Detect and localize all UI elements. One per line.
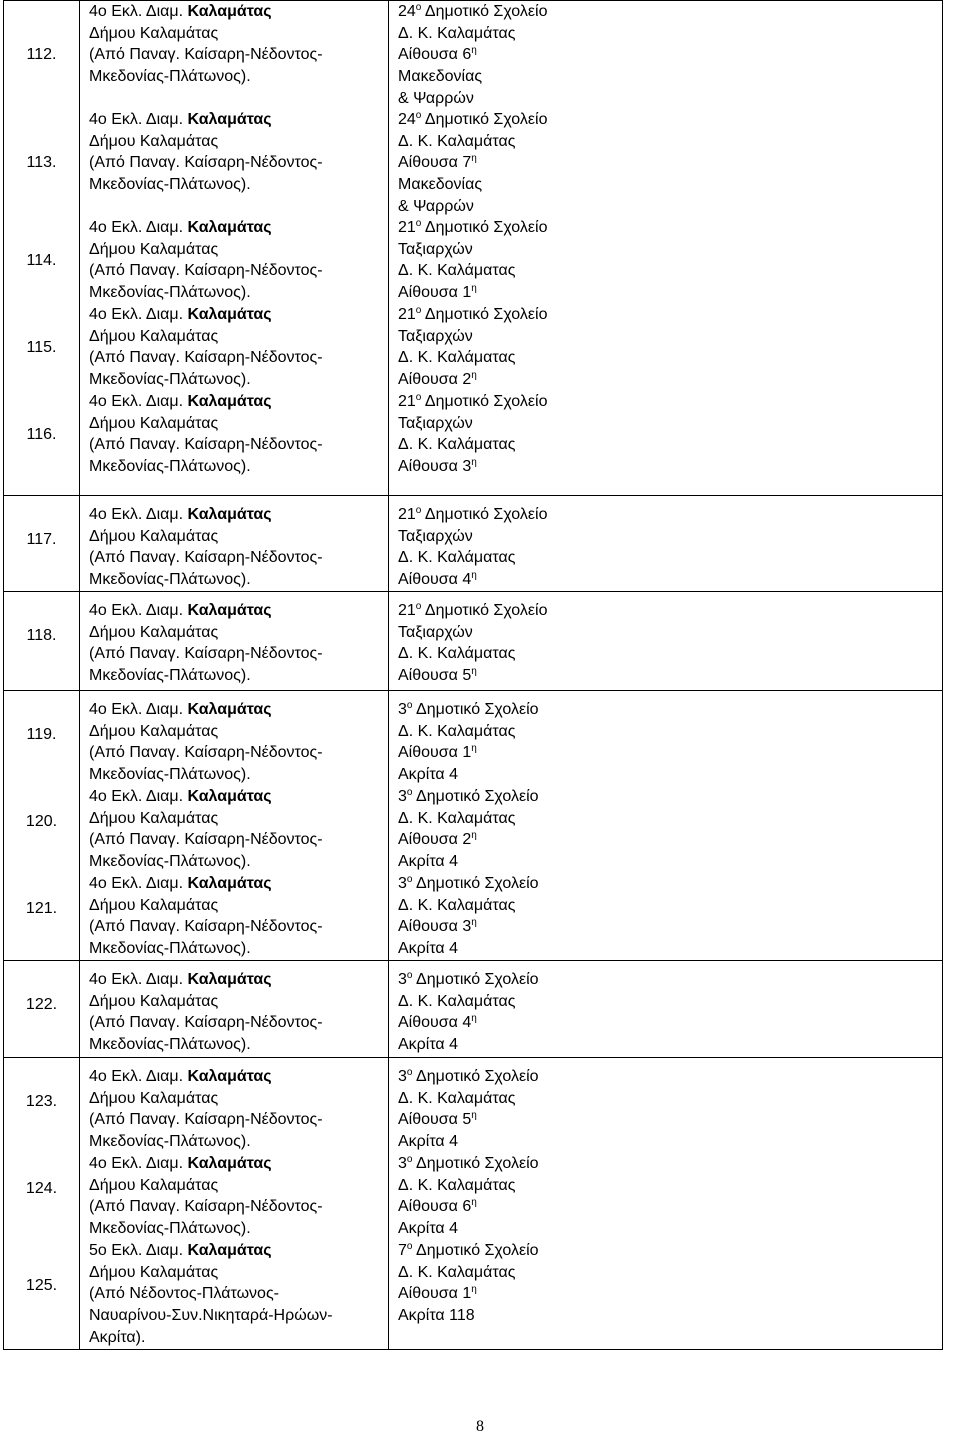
row-numbers-cell xyxy=(4,1058,80,1350)
classroom xyxy=(398,456,942,478)
district-prefix: 4ο Εκλ. Διαμ. xyxy=(89,506,188,523)
row-number: 115. xyxy=(26,338,57,356)
row-number: 117. xyxy=(26,530,57,548)
district-prefix: 4ο Εκλ. Διαμ. xyxy=(89,971,188,988)
school-label: Δημοτικό Σχολείο xyxy=(421,3,548,20)
district-line xyxy=(89,969,388,991)
district-city: Καλαμάτας xyxy=(187,971,272,988)
classroom-ordinal: η xyxy=(471,1284,477,1296)
location-cell xyxy=(389,496,943,592)
location-line: Δ. Κ. Καλαμάτας xyxy=(398,809,516,827)
district-line: Δήμου Καλαμάτας xyxy=(89,414,219,432)
location-entry xyxy=(398,504,942,591)
school-ordinal: ο xyxy=(415,601,422,612)
district-city: Καλαμάτας xyxy=(187,111,272,128)
school-number: 3 xyxy=(398,1155,407,1172)
classroom-label: Αίθουσα 6 xyxy=(398,46,472,64)
location-line: Δ. Κ. Καλαμάτας xyxy=(398,992,516,1010)
district-cell xyxy=(80,592,389,691)
classroom-ordinal: η xyxy=(471,45,477,57)
classroom xyxy=(398,1283,942,1305)
district-prefix: 4ο Εκλ. Διαμ. xyxy=(89,219,188,236)
location-entry xyxy=(398,873,942,960)
district-entry xyxy=(89,600,388,687)
district-line: (Από Παναγ. Καίσαρη-Νέδοντος- xyxy=(89,349,323,367)
district-line: Δήμου Καλαμάτας xyxy=(89,240,219,258)
district-prefix: 4ο Εκλ. Διαμ. xyxy=(89,602,188,619)
school-number: 3 xyxy=(398,1068,407,1085)
school-number: 3 xyxy=(398,701,407,718)
row-number: 125. xyxy=(25,1277,58,1295)
district-line: Μκεδονίας-Πλάτωνος). xyxy=(89,1036,251,1054)
district-line: (Από Παναγ. Καίσαρη-Νέδοντος- xyxy=(89,1111,323,1129)
location-cell xyxy=(389,1058,943,1350)
school-label: Δημοτικό Σχολείο xyxy=(421,393,548,410)
district-city: Καλαμάτας xyxy=(187,602,272,619)
row-number: 121. xyxy=(25,899,58,917)
row-number: 114. xyxy=(26,251,57,269)
classroom-ordinal: η xyxy=(471,153,477,165)
location-entry xyxy=(398,1066,942,1153)
school-name xyxy=(398,1,942,23)
district-line xyxy=(89,600,388,622)
district-line: Δήμου Καλαμάτας xyxy=(89,809,219,827)
location-entry xyxy=(398,304,942,391)
district-line: Ακρίτα). xyxy=(89,1328,146,1346)
district-entry xyxy=(89,217,388,304)
location-line: Δ. Κ. Καλαμάτας xyxy=(398,1089,516,1107)
district-prefix: 5ο Εκλ. Διαμ. xyxy=(89,1242,188,1259)
classroom-ordinal: η xyxy=(471,1013,477,1025)
district-line xyxy=(89,504,388,526)
classroom xyxy=(398,369,942,391)
district-entry xyxy=(89,1153,388,1240)
district-line: Δήμου Καλαμάτας xyxy=(89,992,219,1010)
location-line: Δ. Κ. Καλαμάτας xyxy=(398,24,516,42)
table-row xyxy=(4,496,943,592)
district-line: Δήμου Καλαμάτας xyxy=(89,327,219,345)
district-line: Δήμου Καλαμάτας xyxy=(89,1089,219,1107)
address-line: & Ψαρρών xyxy=(398,89,474,107)
district-line: (Από Παναγ. Καίσαρη-Νέδοντος- xyxy=(89,918,323,936)
district-entry xyxy=(89,1240,388,1348)
location-entry xyxy=(398,699,942,786)
district-entry xyxy=(89,1066,388,1153)
classroom xyxy=(398,1012,942,1034)
location-line: Δ. Κ. Καλάματας xyxy=(398,262,516,280)
district-city: Καλαμάτας xyxy=(187,788,272,805)
school-number: 3 xyxy=(398,875,407,892)
classroom-label: Αίθουσα 4 xyxy=(398,1014,472,1032)
school-name xyxy=(398,109,942,131)
row-number: 119. xyxy=(26,725,57,743)
school-ordinal: ο xyxy=(415,2,422,13)
district-line xyxy=(89,699,388,721)
address-line: Μακεδονίας xyxy=(398,176,483,194)
district-entry xyxy=(89,304,388,391)
school-label: Δημοτικό Σχολείο xyxy=(421,506,548,523)
school-label: Δημοτικό Σχολείο xyxy=(412,1068,539,1085)
classroom-label: Αίθουσα 1 xyxy=(398,1285,472,1303)
district-line: (Από Παναγ. Καίσαρη-Νέδοντος- xyxy=(89,744,323,762)
district-line: Δήμου Καλαμάτας xyxy=(89,132,219,150)
district-line xyxy=(89,1153,388,1175)
classroom-label: Αίθουσα 1 xyxy=(398,284,472,302)
district-entry xyxy=(89,504,388,591)
location-entry xyxy=(398,786,942,873)
district-line: Μκεδονίας-Πλάτωνος). xyxy=(89,940,251,958)
location-entry xyxy=(398,1,942,109)
table-row xyxy=(4,592,943,691)
district-cell xyxy=(80,691,389,961)
district-line: (Από Παναγ. Καίσαρη-Νέδοντος- xyxy=(89,1198,323,1216)
school-name xyxy=(398,304,942,326)
address-line: & Ψαρρών xyxy=(398,197,474,215)
district-line: Μκεδονίας-Πλάτωνος). xyxy=(89,458,251,476)
location-line: Ταξιαρχών xyxy=(398,327,473,345)
location-line: Δ. Κ. Καλαμάτας xyxy=(398,722,516,740)
district-city: Καλαμάτας xyxy=(187,3,272,20)
school-label: Δημοτικό Σχολείο xyxy=(412,1155,539,1172)
location-line: Δ. Κ. Καλάματας xyxy=(398,349,516,367)
district-prefix: 4ο Εκλ. Διαμ. xyxy=(89,393,188,410)
classroom-label: Αίθουσα 2 xyxy=(398,831,472,849)
row-number: 122. xyxy=(25,995,58,1013)
district-prefix: 4ο Εκλ. Διαμ. xyxy=(89,875,188,892)
table-row xyxy=(4,691,943,961)
address-line: Ακρίτα 4 xyxy=(398,766,459,784)
school-number: 21 xyxy=(398,219,416,236)
school-number: 21 xyxy=(398,393,416,410)
location-cell xyxy=(389,691,943,961)
school-name xyxy=(398,217,942,239)
district-city: Καλαμάτας xyxy=(187,1068,272,1085)
location-line: Ταξιαρχών xyxy=(398,623,473,641)
address-line: Μακεδονίας xyxy=(398,68,483,86)
classroom-label: Αίθουσα 2 xyxy=(398,371,472,389)
classroom-ordinal: η xyxy=(471,917,477,929)
classroom xyxy=(398,829,942,851)
classroom-ordinal: η xyxy=(471,1110,477,1122)
district-line: Μκεδονίας-Πλάτωνος). xyxy=(89,667,251,685)
school-ordinal: ο xyxy=(415,305,422,316)
district-line: (Από Παναγ. Καίσαρη-Νέδοντος- xyxy=(89,46,323,64)
location-line: Δ. Κ. Καλαμάτας xyxy=(398,1263,516,1281)
district-line: (Από Παναγ. Καίσαρη-Νέδοντος- xyxy=(89,1014,323,1032)
classroom-ordinal: η xyxy=(471,570,477,582)
school-ordinal: ο xyxy=(415,392,422,403)
district-line: (Από Νέδοντος-Πλάτωνος- xyxy=(89,1285,279,1303)
classroom-ordinal: η xyxy=(471,457,477,469)
district-line xyxy=(89,109,388,131)
classroom-ordinal: η xyxy=(471,743,477,755)
district-entry xyxy=(89,1,388,109)
district-line xyxy=(89,1,388,23)
school-label: Δημοτικό Σχολείο xyxy=(421,602,548,619)
district-line xyxy=(89,873,388,895)
location-entry xyxy=(398,217,942,304)
district-cell xyxy=(80,961,389,1058)
school-ordinal: ο xyxy=(415,110,422,121)
school-name xyxy=(398,873,942,895)
classroom xyxy=(398,44,942,66)
location-line: Δ. Κ. Καλαμάτας xyxy=(398,1176,516,1194)
school-ordinal: ο xyxy=(406,1067,413,1078)
district-prefix: 4ο Εκλ. Διαμ. xyxy=(89,1155,188,1172)
location-entry xyxy=(398,969,942,1056)
school-number: 7 xyxy=(398,1242,407,1259)
district-line: Δήμου Καλαμάτας xyxy=(89,24,219,42)
classroom-label: Αίθουσα 3 xyxy=(398,918,472,936)
classroom-ordinal: η xyxy=(471,283,477,295)
district-line: Δήμου Καλαμάτας xyxy=(89,1263,219,1281)
page-number: 8 xyxy=(476,1418,484,1435)
address-line: Ακρίτα 4 xyxy=(398,940,459,958)
location-line: Ταξιαρχών xyxy=(398,240,473,258)
district-line: Δήμου Καλαμάτας xyxy=(89,1176,219,1194)
school-name xyxy=(398,786,942,808)
district-line xyxy=(89,1066,388,1088)
district-cell xyxy=(80,1058,389,1350)
district-prefix: 4ο Εκλ. Διαμ. xyxy=(89,111,188,128)
classroom xyxy=(398,152,942,174)
classroom-label: Αίθουσα 4 xyxy=(398,571,472,589)
school-number: 21 xyxy=(398,306,416,323)
school-label: Δημοτικό Σχολείο xyxy=(412,701,539,718)
district-entry xyxy=(89,969,388,1056)
row-number: 120. xyxy=(25,812,58,830)
location-cell xyxy=(389,961,943,1058)
row-numbers-cell xyxy=(4,496,80,592)
classroom-label: Αίθουσα 5 xyxy=(398,667,472,685)
school-ordinal: ο xyxy=(415,505,422,516)
school-name xyxy=(398,1153,942,1175)
district-line: (Από Παναγ. Καίσαρη-Νέδοντος- xyxy=(89,436,323,454)
district-line: Μκεδονίας-Πλάτωνος). xyxy=(89,68,251,86)
school-name xyxy=(398,1066,942,1088)
school-ordinal: ο xyxy=(406,874,413,885)
school-ordinal: ο xyxy=(406,700,413,711)
school-ordinal: ο xyxy=(406,1241,413,1252)
district-prefix: 4ο Εκλ. Διαμ. xyxy=(89,306,188,323)
classroom xyxy=(398,1196,942,1218)
classroom xyxy=(398,916,942,938)
district-line: Μκεδονίας-Πλάτωνος). xyxy=(89,766,251,784)
district-line xyxy=(89,217,388,239)
classroom-label: Αίθουσα 6 xyxy=(398,1198,472,1216)
district-line: Μκεδονίας-Πλάτωνος). xyxy=(89,853,251,871)
location-entry xyxy=(398,109,942,217)
district-line: Δήμου Καλαμάτας xyxy=(89,527,219,545)
district-prefix: 4ο Εκλ. Διαμ. xyxy=(89,3,188,20)
location-line: Δ. Κ. Καλαμάτας xyxy=(398,132,516,150)
district-line: Μκεδονίας-Πλάτωνος). xyxy=(89,1133,251,1151)
district-city: Καλαμάτας xyxy=(187,306,272,323)
district-line: Δήμου Καλαμάτας xyxy=(89,722,219,740)
school-ordinal: ο xyxy=(406,970,413,981)
location-cell xyxy=(389,1,943,496)
district-entry xyxy=(89,109,388,217)
table-row xyxy=(4,1058,943,1350)
district-line: (Από Παναγ. Καίσαρη-Νέδοντος- xyxy=(89,549,323,567)
district-entry xyxy=(89,699,388,786)
row-numbers-cell xyxy=(4,691,80,961)
district-line: Μκεδονίας-Πλάτωνος). xyxy=(89,284,251,302)
district-entry xyxy=(89,391,388,478)
location-line: Ταξιαρχών xyxy=(398,527,473,545)
school-label: Δημοτικό Σχολείο xyxy=(412,1242,539,1259)
location-entry xyxy=(398,1240,942,1348)
row-numbers-cell xyxy=(4,592,80,691)
district-city: Καλαμάτας xyxy=(187,506,272,523)
row-number: 112. xyxy=(26,46,57,64)
district-city: Καλαμάτας xyxy=(187,701,272,718)
school-label: Δημοτικό Σχολείο xyxy=(412,875,539,892)
address-line: Ακρίτα 4 xyxy=(398,1036,459,1054)
location-line: Δ. Κ. Καλάματας xyxy=(398,645,516,663)
row-number: 118. xyxy=(26,626,57,644)
district-city: Καλαμάτας xyxy=(187,219,272,236)
classroom xyxy=(398,665,942,687)
row-number: 123. xyxy=(25,1092,58,1110)
row-number: 124. xyxy=(25,1179,58,1197)
school-ordinal: ο xyxy=(415,218,422,229)
location-entry xyxy=(398,1153,942,1240)
district-city: Καλαμάτας xyxy=(187,1155,272,1172)
district-city: Καλαμάτας xyxy=(187,393,272,410)
school-number: 21 xyxy=(398,602,416,619)
district-cell xyxy=(80,496,389,592)
district-line: Δήμου Καλαμάτας xyxy=(89,623,219,641)
district-line xyxy=(89,391,388,413)
school-number: 3 xyxy=(398,788,407,805)
location-entry xyxy=(398,600,942,687)
school-number: 24 xyxy=(398,3,416,20)
polling-stations-table xyxy=(3,0,943,1350)
row-numbers-cell xyxy=(4,1,80,496)
school-number: 3 xyxy=(398,971,407,988)
table-row xyxy=(4,1,943,496)
district-line: (Από Παναγ. Καίσαρη-Νέδοντος- xyxy=(89,154,323,172)
school-ordinal: ο xyxy=(406,1154,413,1165)
district-city: Καλαμάτας xyxy=(187,875,272,892)
school-number: 24 xyxy=(398,111,416,128)
classroom xyxy=(398,569,942,591)
classroom xyxy=(398,282,942,304)
district-line xyxy=(89,304,388,326)
school-name xyxy=(398,699,942,721)
district-entry xyxy=(89,786,388,873)
row-number: 116. xyxy=(26,425,57,443)
location-cell xyxy=(389,592,943,691)
location-entry xyxy=(398,391,942,478)
school-label: Δημοτικό Σχολείο xyxy=(412,788,539,805)
classroom-ordinal: η xyxy=(471,370,477,382)
classroom-label: Αίθουσα 7 xyxy=(398,154,472,172)
district-prefix: 4ο Εκλ. Διαμ. xyxy=(89,701,188,718)
district-line: Μκεδονίας-Πλάτωνος). xyxy=(89,176,251,194)
district-prefix: 4ο Εκλ. Διαμ. xyxy=(89,788,188,805)
district-line: Δήμου Καλαμάτας xyxy=(89,896,219,914)
school-number: 21 xyxy=(398,506,416,523)
table-row xyxy=(4,961,943,1058)
school-label: Δημοτικό Σχολείο xyxy=(421,111,548,128)
district-line xyxy=(89,786,388,808)
school-name xyxy=(398,1240,942,1262)
district-prefix: 4ο Εκλ. Διαμ. xyxy=(89,1068,188,1085)
district-line: Ναυαρίνου-Συν.Νικηταρά-Ηρώων- xyxy=(89,1307,333,1325)
district-line: (Από Παναγ. Καίσαρη-Νέδοντος- xyxy=(89,645,323,663)
location-line: Δ. Κ. Καλαμάτας xyxy=(398,896,516,914)
district-entry xyxy=(89,873,388,960)
district-line xyxy=(89,1240,388,1262)
district-line: (Από Παναγ. Καίσαρη-Νέδοντος- xyxy=(89,831,323,849)
district-cell xyxy=(80,1,389,496)
school-label: Δημοτικό Σχολείο xyxy=(421,219,548,236)
classroom-ordinal: η xyxy=(471,1197,477,1209)
classroom-label: Αίθουσα 5 xyxy=(398,1111,472,1129)
district-line: Μκεδονίας-Πλάτωνος). xyxy=(89,571,251,589)
school-name xyxy=(398,600,942,622)
classroom-ordinal: η xyxy=(471,830,477,842)
classroom xyxy=(398,742,942,764)
district-line: Μκεδονίας-Πλάτωνος). xyxy=(89,1220,251,1238)
school-label: Δημοτικό Σχολείο xyxy=(421,306,548,323)
school-name xyxy=(398,969,942,991)
address-line: Ακρίτα 4 xyxy=(398,1133,459,1151)
location-line: Δ. Κ. Καλάματας xyxy=(398,549,516,567)
address-line: Ακρίτα 4 xyxy=(398,1220,459,1238)
location-line: Δ. Κ. Καλάματας xyxy=(398,436,516,454)
row-numbers-cell xyxy=(4,961,80,1058)
address-line: Ακρίτα 118 xyxy=(398,1307,475,1325)
classroom-label: Αίθουσα 3 xyxy=(398,458,472,476)
classroom-label: Αίθουσα 1 xyxy=(398,744,472,762)
district-line: (Από Παναγ. Καίσαρη-Νέδοντος- xyxy=(89,262,323,280)
school-label: Δημοτικό Σχολείο xyxy=(412,971,539,988)
classroom-ordinal: η xyxy=(471,666,477,678)
district-line: Μκεδονίας-Πλάτωνος). xyxy=(89,371,251,389)
row-number: 113. xyxy=(26,154,57,172)
address-line: Ακρίτα 4 xyxy=(398,853,459,871)
district-city: Καλαμάτας xyxy=(187,1242,272,1259)
school-ordinal: ο xyxy=(406,787,413,798)
school-name xyxy=(398,391,942,413)
location-line: Ταξιαρχών xyxy=(398,414,473,432)
school-name xyxy=(398,504,942,526)
classroom xyxy=(398,1109,942,1131)
